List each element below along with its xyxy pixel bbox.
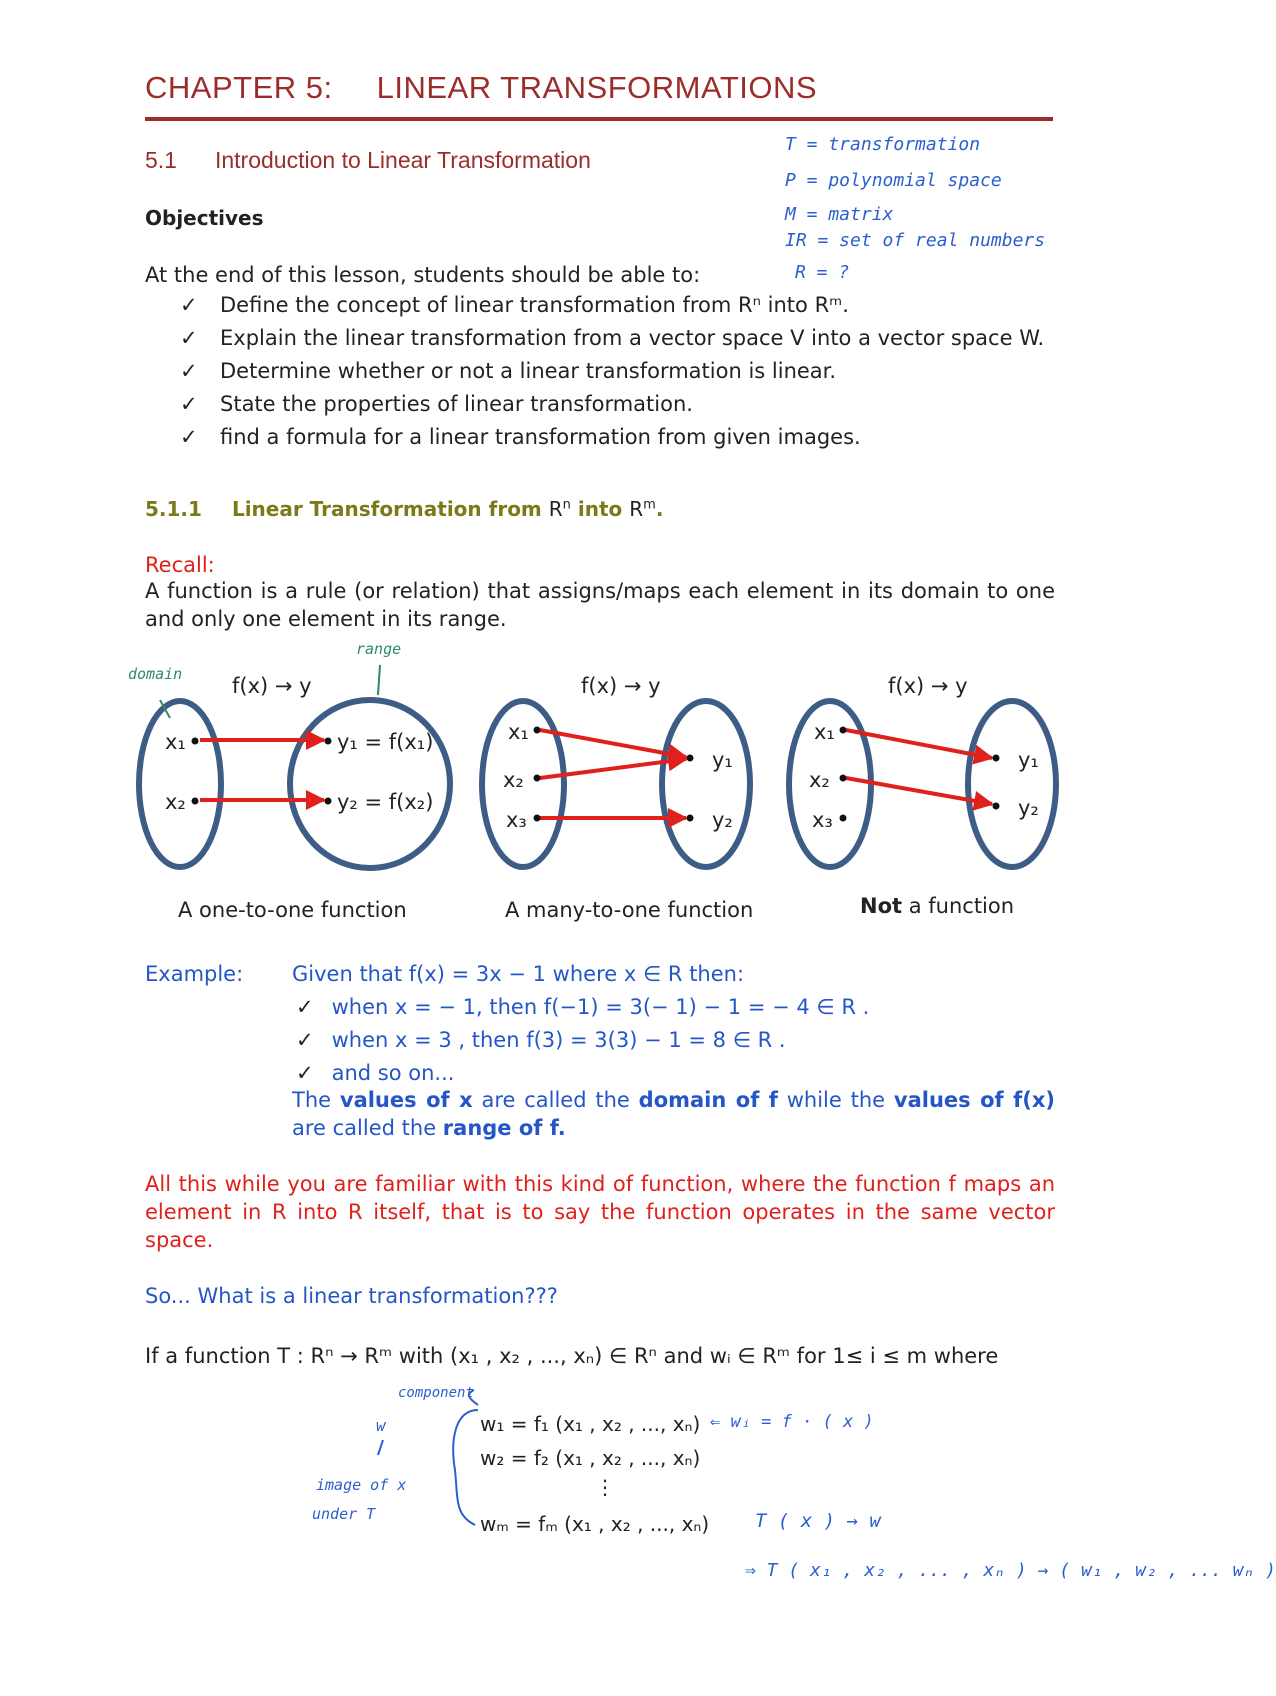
caption-one-to-one: A one-to-one function (178, 898, 407, 922)
example-label: Example: (145, 962, 244, 986)
d3-x2: x₂ (809, 768, 830, 792)
equation-w1: w₁ = f₁ (x₁ , x₂ , ..., xₙ) (480, 1412, 701, 1436)
d1-x2: x₂ (165, 790, 186, 814)
hand-w-vector: w (376, 1416, 386, 1435)
check-icon: ✓ (296, 1028, 314, 1052)
chapter-name: LINEAR TRANSFORMATIONS (376, 70, 818, 105)
d1-y1: y₁ = f(x₁) (337, 730, 434, 754)
d2-y1: y₁ (712, 748, 733, 772)
familiar-paragraph: All this while you are familiar with this kind of function, where the function f maps an element in R into R itself, that is to say the function operates in the same vector space. (145, 1172, 1055, 1252)
d1-x1: x₁ (165, 730, 186, 754)
equation-dots: ⋮ (595, 1475, 615, 1499)
objectives-intro: At the end of this lesson, students should be able to: (145, 263, 701, 287)
check-icon: ✓ (180, 293, 198, 317)
chapter-number: CHAPTER 5: (145, 70, 333, 105)
section-number: 5.1 (145, 147, 177, 173)
hand-image-of: image of x (316, 1476, 407, 1494)
example-line-3: ✓ and so on... (296, 1061, 455, 1085)
question-text: So... What is a linear transformation??? (145, 1284, 558, 1308)
note-polynomial: P = polynomial space (785, 170, 1002, 191)
caption-not-function: Not a function (860, 894, 1015, 918)
d3-y1: y₁ (1018, 748, 1039, 772)
func-label-3: f(x) → y (888, 674, 968, 698)
d2-x3: x₃ (506, 808, 527, 832)
objectives-heading: Objectives (145, 206, 264, 230)
w-slash (378, 1440, 383, 1455)
hand-note-1: ⇐ wᵢ = f · ( x ) (710, 1412, 874, 1432)
subsection-number: 5.1.1 (145, 497, 202, 521)
equation-w2: w₂ = f₂ (x₁ , x₂ , ..., xₙ) (480, 1446, 701, 1470)
example-closing: The values of x are called the domain of f while the values of f(x) are called the range of f. (292, 1088, 1055, 1140)
recall-text: A function is a rule (or relation) that assigns/maps each element in its domain to one and only one element in its range. (145, 579, 1055, 631)
annotation-range: range (356, 640, 402, 658)
d3-y2: y₂ (1018, 796, 1039, 820)
func-label-1: f(x) → y (232, 674, 312, 698)
d1-y2: y₂ = f(x₂) (337, 790, 434, 814)
hand-component: component (398, 1385, 474, 1401)
note-real-numbers: IR = set of real numbers (785, 230, 1046, 251)
hand-under-t: under T (312, 1505, 376, 1523)
hand-note-3: ⇒ T ( x₁ , x₂ , ... , xₙ ) → ( w₁ , w₂ , ... wₙ ) (745, 1560, 1276, 1581)
section-title: Introduction to Linear Transformation (214, 147, 591, 173)
func-label-2: f(x) → y (581, 674, 661, 698)
objective-item: ✓ State the properties of linear transformation. (180, 392, 693, 416)
subsection-heading: 5.1.1 Linear Transformation from $R^n$ into $R^m$. (145, 497, 664, 521)
recall-label: Recall: (145, 553, 215, 577)
definition-text: If a function T : Rⁿ → Rᵐ with (x₁ , x₂ , ..., xₙ) ∈ Rⁿ and wᵢ ∈ Rᵐ for 1≤ i ≤ m where (145, 1344, 999, 1368)
check-icon: ✓ (296, 995, 314, 1019)
objective-item: ✓ Explain the linear transformation from a vector space V into a vector space W. (180, 326, 1045, 350)
objective-item: ✓ Determine whether or not a linear transformation is linear. (180, 359, 837, 383)
note-transformation: T = transformation (785, 134, 981, 155)
example-given: Given that f(x) = 3x − 1 where x ∈ R then: (292, 962, 745, 986)
d2-x1: x₁ (508, 720, 529, 744)
check-icon: ✓ (180, 392, 198, 416)
equation-wm: wₘ = fₘ (x₁ , x₂ , ..., xₙ) (480, 1512, 710, 1536)
check-icon: ✓ (180, 359, 198, 383)
note-matrix: M = matrix (785, 204, 894, 225)
hand-note-2: T ( x ) → w (755, 1510, 881, 1532)
annotation-domain: domain (128, 665, 183, 683)
d2-y2: y₂ (712, 808, 733, 832)
d3-x1: x₁ (814, 720, 835, 744)
note-r-question: R = ? (795, 262, 850, 283)
objective-item: ✓ find a formula for a linear transformation from given images. (180, 425, 861, 449)
check-icon: ✓ (180, 326, 198, 350)
check-icon: ✓ (180, 425, 198, 449)
example-line-2: ✓ when x = 3 , then f(3) = 3(3) − 1 = 8 ∈ R . (296, 1028, 786, 1052)
check-icon: ✓ (296, 1061, 314, 1085)
d2-x2: x₂ (503, 768, 524, 792)
d3-x3: x₃ (812, 808, 833, 832)
example-line-1: ✓ when x = − 1, then f(−1) = 3(− 1) − 1 = − 4 ∈ R . (296, 995, 870, 1019)
objective-item: ✓ Define the concept of linear transformation from Rⁿ into Rᵐ. (180, 293, 849, 317)
brace-path (453, 1410, 478, 1525)
caption-many-to-one: A many-to-one function (505, 898, 754, 922)
